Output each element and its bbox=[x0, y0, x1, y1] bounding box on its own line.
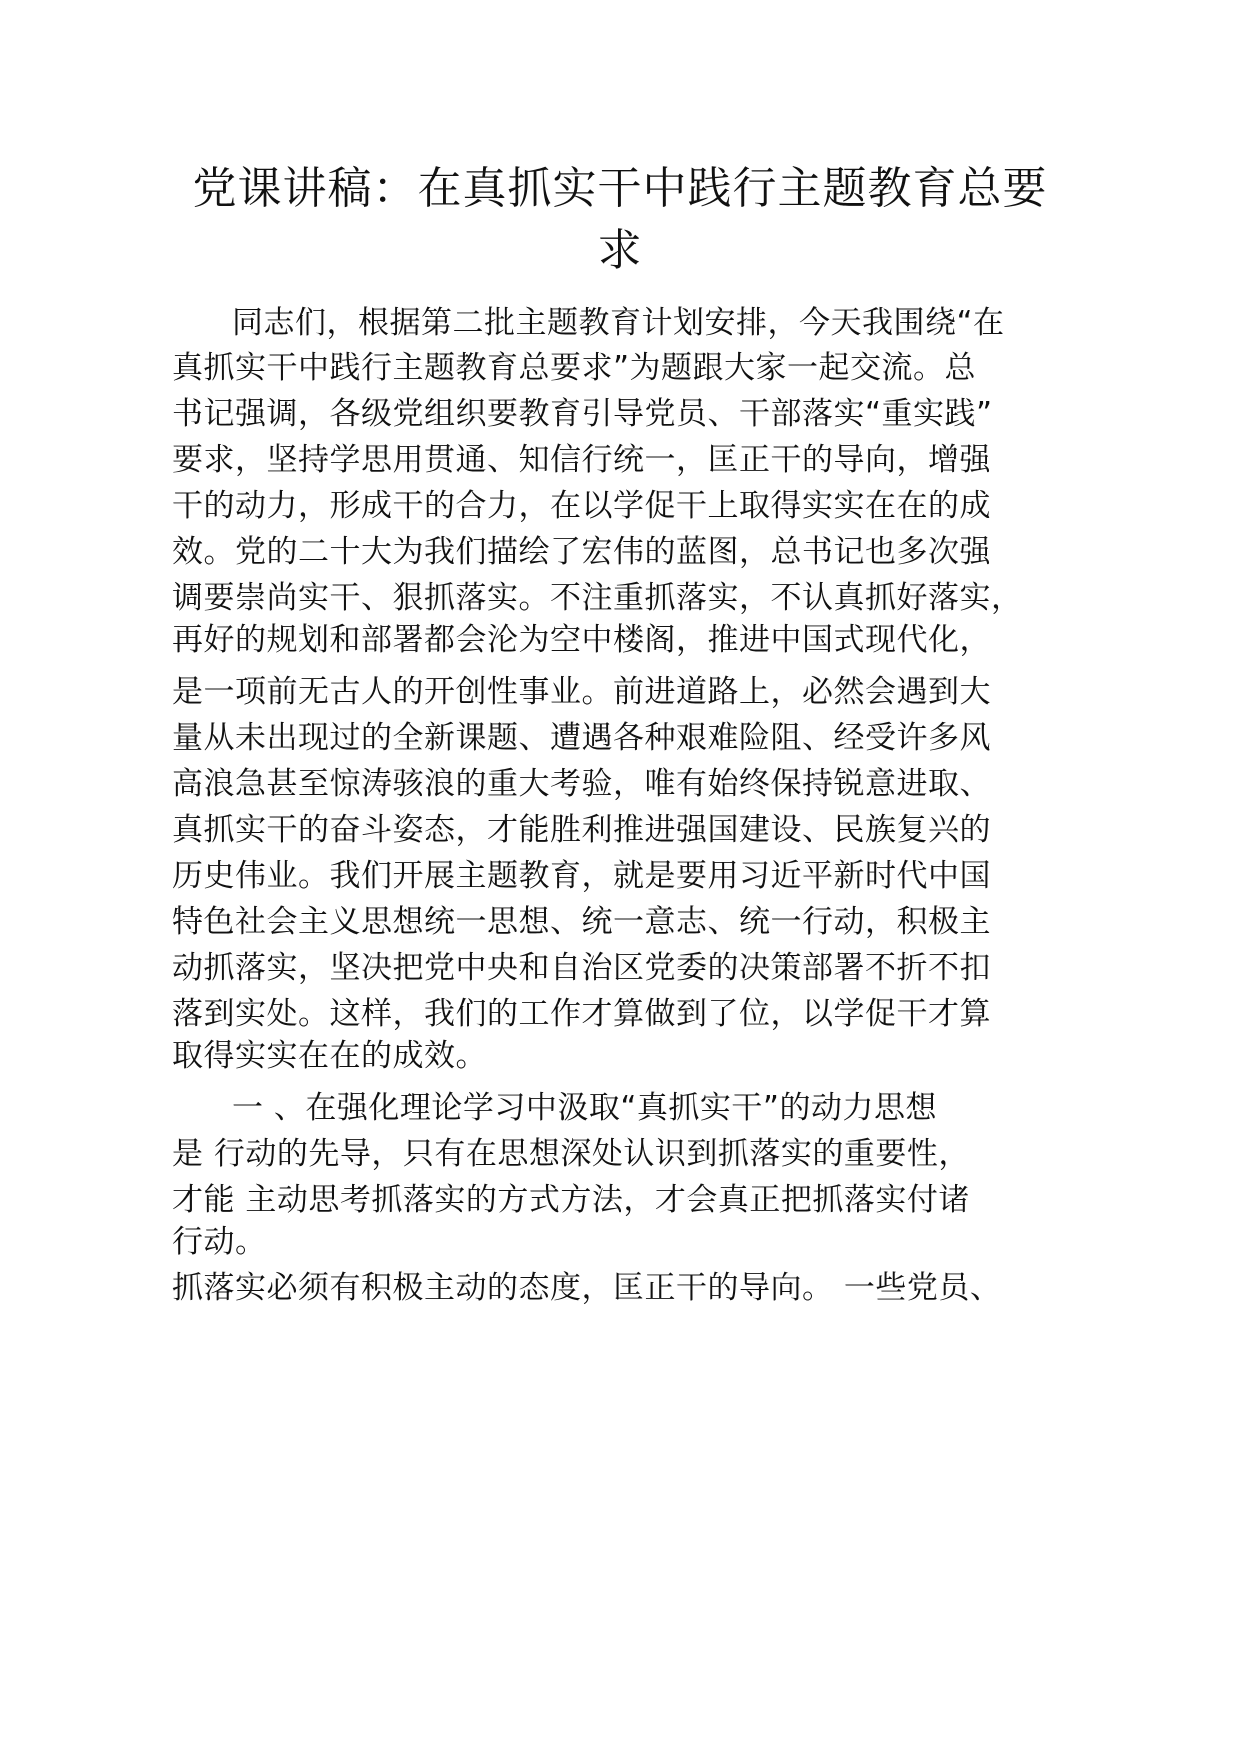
text-line: 效。党的二十大为我们描绘了宏伟的蓝图，总书记也多次强 bbox=[172, 534, 991, 570]
text-line: 抓落实必须有积极主动的态度，匡正干的导向。 一些党员、 bbox=[172, 1270, 1002, 1306]
text-line: 历史伟业。我们开展主题教育，就是要用习近平新时代中国 bbox=[172, 858, 991, 894]
section-heading: 一 、在强化理论学习中汲取“真抓实干”的动力思想 bbox=[232, 1090, 937, 1126]
text-line: 才能 主动思考抓落实的方式方法，才会真正把抓落实付诸 bbox=[172, 1182, 970, 1218]
text-line: 真抓实干的奋斗姿态，才能胜利推进强国建设、民族复兴的 bbox=[172, 812, 991, 848]
title-line-2: 求 bbox=[597, 225, 643, 276]
text-line: 特色社会主义思想统一思想、统一意志、统一行动，积极主 bbox=[172, 904, 991, 940]
text-line: 取得实实在在的成效。 bbox=[172, 1038, 487, 1074]
text-line: 真抓实干中践行主题教育总要求”为题跟大家一起交流。总 bbox=[172, 350, 977, 386]
text-line: 高浪急甚至惊涛骇浪的重大考验，唯有始终保持锐意进取、 bbox=[172, 766, 991, 802]
text-line: 同志们，根据第二批主题教育计划安排，今天我围绕“在 bbox=[232, 305, 1005, 341]
title-line-1: 党课讲稿：在真抓实干中践行主题教育总要 bbox=[192, 163, 1048, 214]
text-line: 再好的规划和部署都会沦为空中楼阁，推进中国式现代化， bbox=[172, 622, 991, 658]
text-line: 书记强调，各级党组织要教育引导党员、干部落实“重实践” bbox=[172, 396, 993, 432]
text-line: 干的动力，形成干的合力，在以学促干上取得实实在在的成 bbox=[172, 488, 991, 524]
text-line: 是 行动的先导，只有在思想深处认识到抓落实的重要性， bbox=[172, 1136, 970, 1172]
document-title bbox=[190, 158, 1050, 282]
text-line: 是一项前无古人的开创性事业。前进道路上，必然会遇到大 bbox=[172, 674, 991, 710]
text-line: 量从未出现过的全新课题、遭遇各种艰难险阻、经受许多风 bbox=[172, 720, 991, 756]
text-line: 要求，坚持学思用贯通、知信行统一，匡正干的导向，增强 bbox=[172, 442, 991, 478]
text-line: 调要崇尚实干、狠抓落实。不注重抓落实，不认真抓好落实， bbox=[172, 580, 1023, 616]
text-line: 动抓落实，坚决把党中央和自治区党委的决策部署不折不扣 bbox=[172, 950, 991, 986]
text-line: 落到实处。这样，我们的工作才算做到了位，以学促干才算 bbox=[172, 996, 991, 1032]
text-line: 行动。 bbox=[172, 1224, 267, 1260]
